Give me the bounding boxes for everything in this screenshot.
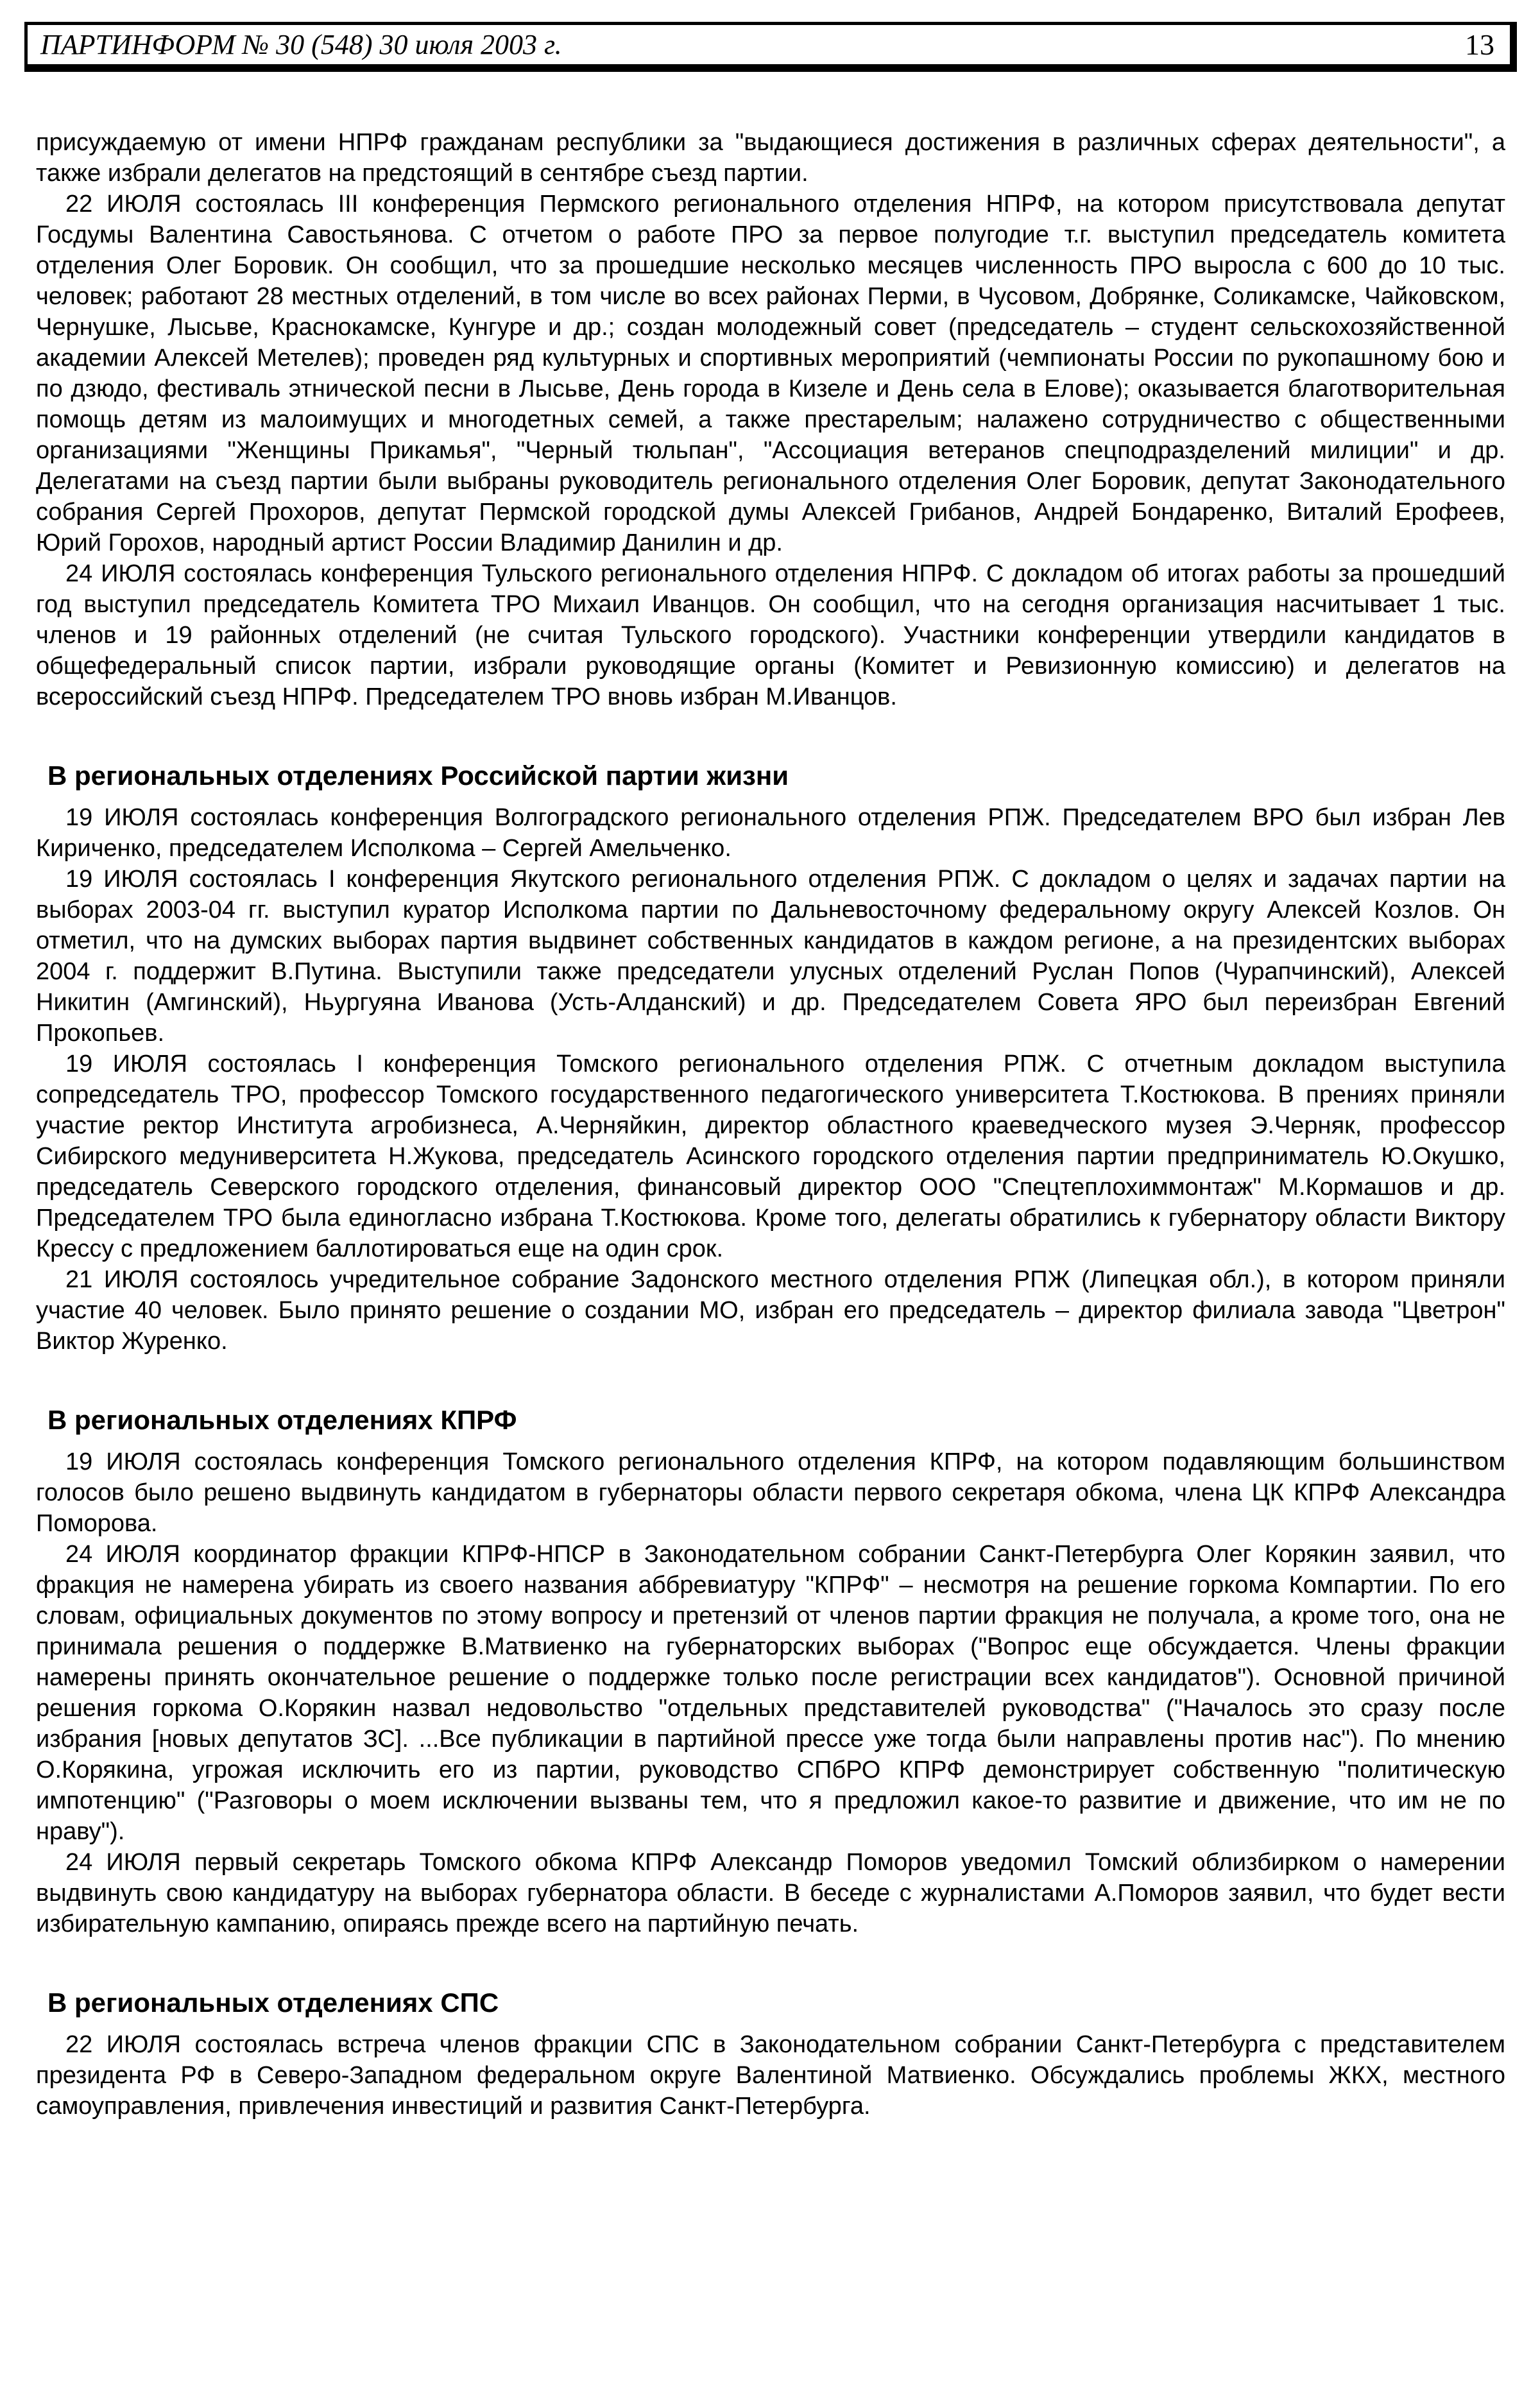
section-heading-kprf: В региональных отделениях КПРФ <box>47 1405 517 1435</box>
paragraph: 19 ИЮЛЯ состоялась I конференция Томского регионального отделения РПЖ. С отчетным докладом выступила сопредседатель ТРО, профессор Томского государственного педагогического университета Т.Костюкова. В прениях приняли участие ректор Института агробизнеса, А.Черняйкин, директор областного краеведческого музея Э.Черняк, профессор Сибирского медуниверситета Н.Жукова, председатель Асинского городского отделения партии предприниматель Ю.Окушко, председатель Северского городского отделения, финансовый директор ООО "Спецтеплохиммонтаж" М.Кормашов и др. Председателем ТРО была единогласно избрана Т.Костюкова. Кроме того, делегаты обратились к губернатору области Виктору Крессу с предложением баллотироваться еще на один срок. <box>36 1051 1505 1262</box>
paragraph: 24 ИЮЛЯ состоялась конференция Тульского регионального отделения НПРФ. С докладом об итогах работы за прошедший год выступил председатель Комитета ТРО Михаил Иванцов. Он сообщил, что на сегодня организация насчитывает 1 тыс. членов и 19 районных отделений (не считая Тульского городского). Участники конференции утвердили кандидатов в общефедеральный список партии, избрали руководящие органы (Комитет и Ревизионную комиссию) и делегатов на всероссийский съезд НПРФ. Председателем ТРО вновь избран М.Иванцов. <box>36 560 1505 710</box>
paragraph: 24 ИЮЛЯ координатор фракции КПРФ-НПСР в Законодательном собрании Санкт-Петербурга Олег Корякин заявил, что фракция не намерена убирать из своего названия аббревиатуру "КПРФ" – несмотря на решение горкома Компартии. По его словам, официальных документов по этому вопросу и претензий от членов партии фракция не получала, а кроме того, она не принимала решения о поддержке В.Матвиенко на губернаторских выборах ("Вопрос еще обсуждается. Члены фракции намерены принять окончательное решение о поддержке только после регистрации всех кандидатов"). Основной причиной решения горкома О.Корякин назвал недовольство "отдельных представителей руководства" ("Началось это сразу после избрания [новых депутатов ЗС]. ...Все публикации в партийной прессе уже тогда были направлены против нас"). По мнению О.Корякина, угрожая исключить его из партии, руководство СПбРО КПРФ демонстрирует собственную "политическую импотенцию" ("Разговоры о моем исключении вызваны тем, что я предложил какое-то развитие и движение, что им не по нраву"). <box>36 1541 1505 1845</box>
paragraph: 21 ИЮЛЯ состоялось учредительное собрание Задонского местного отделения РПЖ (Липецкая обл.), в котором приняли участие 40 человек. Было принято решение о создании МО, избран его председатель – директор филиала завода "Цветрон" Виктор Журенко. <box>36 1266 1505 1355</box>
paragraph: 24 ИЮЛЯ первый секретарь Томского обкома КПРФ Александр Поморов уведомил Томский облизбирком о намерении выдвинуть свою кандидатуру на выборах губернатора области. В беседе с журналистами А.Поморов заявил, что будет вести избирательную кампанию, опираясь прежде всего на партийную печать. <box>36 1849 1505 1937</box>
paragraph: 22 ИЮЛЯ состоялась встреча членов фракции СПС в Законодательном собрании Санкт-Петербурга с представителем президента РФ в Северо-Западном федеральном округе Валентиной Матвиенко. Обсуждались проблемы ЖКХ, местного самоуправления, привлечения инвестиций и развития Санкт-Петербурга. <box>36 2031 1505 2120</box>
paragraph: 19 ИЮЛЯ состоялась I конференция Якутского регионального отделения РПЖ. С докладом о целях и задачах партии на выборах 2003-04 гг. выступил куратор Исполкома партии по Дальневосточному федеральному округу Алексей Козлов. Он отметил, что на думских выборах партия выдвинет собственных кандидатов в каждом регионе, а на президентских выборах 2004 г. поддержит В.Путина. Выступили также председатели улусных отделений Руслан Попов (Чурапчинский), Алексей Никитин (Амгинский), Ньургуяна Иванова (Усть-Алданский) и др. Председателем Совета ЯРО был переизбран Евгений Прокопьев. <box>36 866 1505 1047</box>
paragraph: 22 ИЮЛЯ состоялась III конференция Пермского регионального отделения НПРФ, на котором присутствовала депутат Госдумы Валентина Савостьянова. С отчетом о работе ПРО за первое полугодие т.г. выступил председатель комитета отделения Олег Боровик. Он сообщил, что за прошедшие несколько месяцев численность ПРО выросла с 600 до 10 тыс. человек; работают 28 местных отделений, в том числе во всех районах Перми, в Чусовом, Добрянке, Соликамске, Чайковском, Чернушке, Лысьве, Краснокамске, Кунгуре и др.; создан молодежный совет (председатель – студент сельскохозяйственной академии Алексей Метелев); проведен ряд культурных и спортивных мероприятий (чемпионаты России по рукопашному бою и по дзюдо, фестиваль этнической песни в Лысьве, День города в Кизеле и День села в Елове); оказывается благотворительная помощь детям из малоимущих и многодетных семей, а также престарелым; налажено сотрудничество с общественными организациями "Женщины Прикамья", "Черный тюльпан", "Ассоциация ветеранов спецподразделений милиции" и др. Делегатами на съезд партии были выбраны руководитель регионального отделения Олег Боровик, депутат Законодательного собрания Сергей Прохоров, депутат Пермской городской думы Алексей Грибанов, Андрей Бондаренко, Виталий Ерофеев, Юрий Горохов, народный артист России Владимир Данилин и др. <box>36 191 1505 556</box>
page-body <box>36 72 1505 2122</box>
newsletter-title: ПАРТИНФОРМ № 30 (548) 30 июля 2003 г. <box>40 29 562 60</box>
paragraph: 19 ИЮЛЯ состоялась конференция Томского регионального отделения КПРФ, на котором подавляющим большинством голосов было решено выдвинуть кандидатом в губернаторы области первого секретаря обкома, члена ЦК КПРФ Александра Поморова. <box>36 1448 1505 1537</box>
paragraph: присуждаемую от имени НПРФ гражданам республики за "выдающиеся достижения в различных сферах деятельности", а также избрали делегатов на предстоящий в сентябре съезд партии. <box>36 129 1505 187</box>
paragraph: 19 ИЮЛЯ состоялась конференция Волгоградского регионального отделения РПЖ. Председателем ВРО был избран Лев Кириченко, председателем Исполкома – Сергей Амельченко. <box>36 804 1505 862</box>
document-page <box>0 22 1540 2404</box>
page-header <box>24 22 1517 72</box>
page-number: 13 <box>1465 28 1494 61</box>
section-heading-rpzh: В региональных отделениях Российской партии жизни <box>47 760 789 791</box>
section-heading-sps: В региональных отделениях СПС <box>47 1988 499 2018</box>
